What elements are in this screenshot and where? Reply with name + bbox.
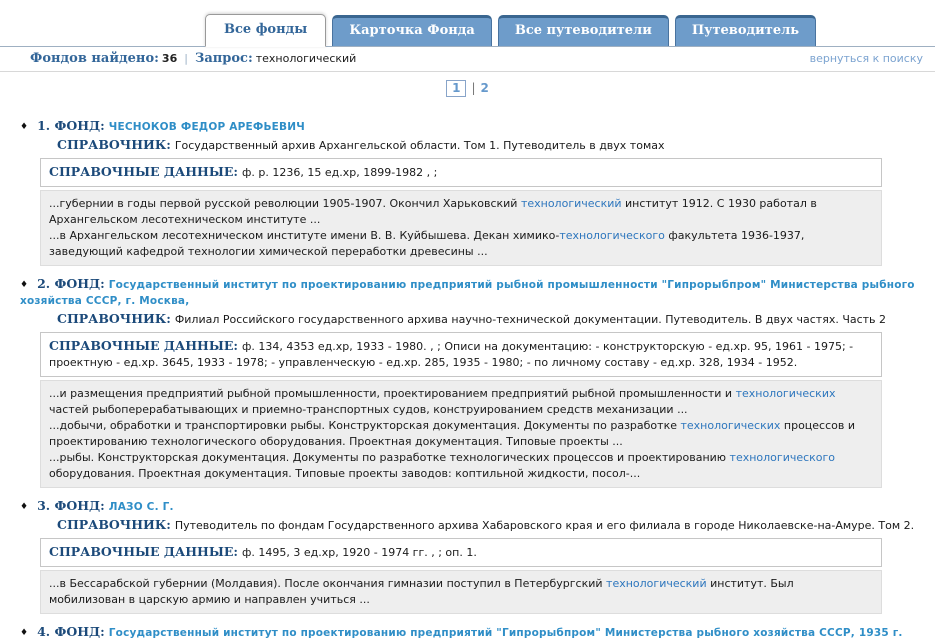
result-item-header — [20, 118, 915, 135]
guide-label: СПРАВОЧНИК: — [57, 517, 171, 532]
found-label: Фондов найдено: — [30, 51, 159, 66]
guide-row — [57, 137, 915, 153]
guide-label: СПРАВОЧНИК: — [57, 137, 171, 152]
query-value: технологический — [255, 52, 357, 65]
snippet-text: ...добычи, обработки и транспортировки рыбы. Конструкторская документация. Документы по разработке — [49, 419, 681, 432]
snippet-text: ...и размещения предприятий рыбной промышленности, проектированием предприятий рыбной промышленности и — [49, 387, 736, 400]
reference-data-label: СПРАВОЧНЫЕ ДАННЫЕ: — [49, 164, 238, 179]
tab-bar — [0, 0, 935, 47]
snippet-text: факультета 1936-1937, заведующий кафедрой технологии химической переработки древесины ... — [49, 229, 805, 258]
snippet-line — [49, 418, 873, 450]
result-item — [20, 624, 915, 641]
guide-label: СПРАВОЧНИК: — [57, 311, 171, 326]
snippet-box — [40, 190, 882, 266]
snippet-text: оборудования. Проектная документация. Типовые проекты заводов: коптильной жидкости, посол-... — [49, 467, 641, 480]
snippet-text: ...в Архангельском лесотехническом институте имени В. В. Куйбышева. Декан химико- — [49, 229, 560, 242]
tab-all-fonds[interactable]: Все фонды — [205, 14, 326, 47]
snippet-box — [40, 570, 882, 614]
reference-data-box — [40, 158, 882, 187]
query-label: Запрос: — [194, 51, 253, 66]
resultbar-separator: | — [184, 52, 188, 65]
result-summary — [30, 51, 356, 66]
snippet-text: ...в Бессарабской губернии (Молдавия). После окончания гимназии поступил в Петербургский — [49, 577, 607, 590]
snippet-text: институт. Был мобилизован в царскую армию и направлен учиться ... — [49, 577, 794, 606]
reference-data-text: ф. р. 1236, 15 ед.хр, 1899-1982 , ; — [242, 166, 438, 179]
tab-all-guides[interactable]: Все путеводители — [498, 15, 669, 46]
tab-guide[interactable]: Путеводитель — [675, 15, 816, 46]
reference-data-label: СПРАВОЧНЫЕ ДАННЫЕ: — [49, 338, 238, 353]
search-term-highlight: технологических — [680, 419, 781, 432]
pagination-current-page: 1 — [446, 80, 466, 97]
guide-text: Филиал Российского государственного архива научно-технической документации. Путеводитель. В двух частях. Часть 2 — [174, 313, 887, 326]
diamond-bullet-icon: ♦ — [20, 280, 29, 290]
diamond-bullet-icon: ♦ — [20, 502, 29, 512]
result-bar — [0, 47, 935, 72]
snippet-text: ...рыбы. Конструкторская документация. Документы по разработке технологических процессов и проектированию — [49, 451, 730, 464]
result-item-header — [20, 624, 915, 641]
fond-label: 4. ФОНД: — [37, 624, 105, 639]
search-term-highlight: технологического — [729, 451, 836, 464]
search-term-highlight: технологического — [559, 229, 665, 242]
guide-text: Путеводитель по фондам Государственного архива Хабаровского края и его филиала в городе Николаевске-на-Амуре. Том 2. — [174, 519, 915, 532]
guide-row — [57, 311, 915, 327]
pagination-page-2-link[interactable]: 2 — [480, 81, 489, 95]
snippet-box — [40, 380, 882, 488]
snippet-line — [49, 228, 873, 260]
fond-name-link[interactable]: ЛАЗО С. Г. — [108, 501, 174, 513]
fond-name-link[interactable]: Государственный институт по проектированию предприятий "Гипрорыбпром" Министерства рыбного хозяйства СССР, 1935 г. — [108, 627, 903, 639]
result-item-header — [20, 498, 915, 515]
back-to-search-link[interactable]: вернуться к поиску — [809, 52, 923, 65]
fond-label: 1. ФОНД: — [37, 118, 105, 133]
diamond-bullet-icon: ♦ — [20, 628, 29, 638]
result-item — [20, 276, 915, 488]
found-count: 36 — [161, 52, 178, 65]
snippet-line — [49, 386, 873, 418]
pagination — [0, 72, 935, 106]
guide-text: Государственный архив Архангельской области. Том 1. Путеводитель в двух томах — [174, 139, 665, 152]
results-list — [0, 106, 935, 641]
snippet-line — [49, 450, 873, 482]
fond-label: 2. ФОНД: — [37, 276, 105, 291]
diamond-bullet-icon: ♦ — [20, 122, 29, 132]
search-term-highlight: технологический — [520, 197, 622, 210]
snippet-line — [49, 576, 873, 608]
tab-fond-card[interactable]: Карточка Фонда — [332, 15, 492, 46]
result-item — [20, 118, 915, 266]
search-term-highlight: технологических — [735, 387, 836, 400]
fond-label: 3. ФОНД: — [37, 498, 105, 513]
result-item-header — [20, 276, 915, 309]
reference-data-text: ф. 134, 4353 ед.хр, 1933 - 1980. , ; Описи на документацию: - конструкторскую - ед.хр. 95, 1961 - 1975; - проектную - ед.хр. 3645, 1933 - 1978; - управленческую - ед.хр. 285, 1935 - 1980; - по личному составу - ед.хр. 328, 1934 - 1952. — [49, 340, 854, 369]
snippet-text: частей рыбоперерабатывающих и приемно-транспортных судов, конструированием средств механизации ... — [49, 403, 688, 416]
snippet-line — [49, 196, 873, 228]
reference-data-text: ф. 1495, 3 ед.хр, 1920 - 1974 гг. , ; оп. 1. — [242, 546, 477, 559]
result-item — [20, 498, 915, 614]
reference-data-label: СПРАВОЧНЫЕ ДАННЫЕ: — [49, 544, 238, 559]
fond-name-link[interactable]: ЧЕСНОКОВ ФЕДОР АРЕФЬЕВИЧ — [108, 121, 305, 133]
snippet-text: институт 1912. С 1930 работал в Архангельском лесотехническом институте ... — [49, 197, 817, 226]
guide-row — [57, 517, 915, 533]
reference-data-box — [40, 538, 882, 567]
snippet-text: ...губернии в годы первой русской революции 1905-1907. Окончил Харьковский — [49, 197, 521, 210]
pagination-separator: | — [471, 81, 476, 95]
reference-data-box — [40, 332, 882, 377]
fond-name-link[interactable]: Государственный институт по проектированию предприятий рыбной промышленности "Гипрорыбпром" Министерства рыбного хозяйства СССР, г. Москва, — [20, 279, 915, 307]
snippet-text: процессов и проектированию технологического оборудования. Проектная документация. Типовые проекты ... — [49, 419, 856, 448]
search-term-highlight: технологический — [606, 577, 707, 590]
